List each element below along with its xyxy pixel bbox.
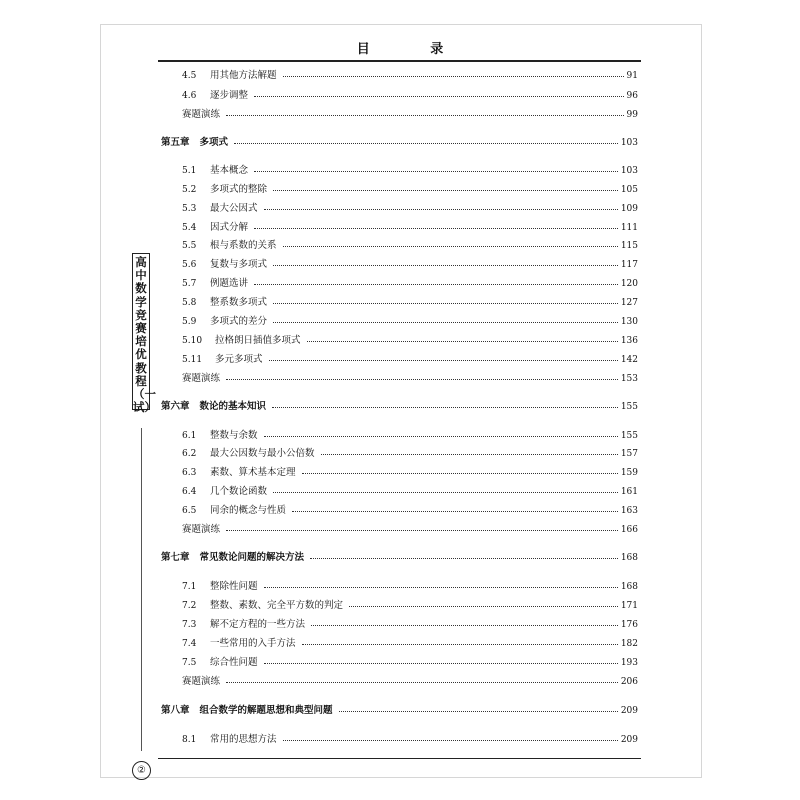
toc-title: 最大公因数与最小公倍数 — [210, 448, 315, 459]
toc-title: 整数与余数 — [210, 430, 258, 441]
toc-leader-dots — [321, 453, 618, 455]
toc-section — [182, 502, 638, 518]
toc-page-number: 166 — [620, 525, 638, 535]
toc-page-number: 168 — [620, 553, 638, 563]
toc-page-number: 159 — [620, 468, 638, 478]
toc-page-number: 153 — [620, 374, 638, 384]
toc-title: 常用的思想方法 — [210, 734, 277, 745]
toc-title: 常见数论问题的解决方法 — [199, 552, 305, 563]
toc-section — [182, 654, 638, 670]
toc-number: 7.1 — [182, 582, 197, 592]
toc-page-number: 206 — [620, 677, 638, 687]
toc-number: 4.6 — [182, 91, 197, 101]
toc-chapter — [161, 134, 638, 150]
toc-title: 素数、算术基本定理 — [210, 467, 296, 478]
toc-title: 一些常用的入手方法 — [210, 638, 296, 649]
toc-page-number: 209 — [620, 706, 638, 716]
toc-section — [182, 162, 638, 178]
toc-leader-dots — [226, 114, 624, 116]
toc-section — [182, 294, 638, 310]
toc-practice — [182, 521, 638, 537]
toc-leader-dots — [254, 283, 618, 285]
toc-title: 整除性问题 — [210, 581, 258, 592]
toc-section — [182, 200, 638, 216]
toc-leader-dots — [283, 75, 624, 77]
toc-title: 组合数学的解题思想和典型问题 — [199, 705, 333, 716]
toc-number: 5.9 — [182, 317, 197, 327]
toc-number: 7.2 — [182, 601, 197, 611]
toc-leader-dots — [310, 557, 618, 559]
toc-title: 最大公因式 — [210, 203, 258, 214]
toc-leader-dots — [283, 739, 618, 741]
toc-title: 拉格朗日插值多项式 — [215, 335, 301, 346]
toc-section — [182, 616, 638, 632]
toc-leader-dots — [302, 643, 618, 645]
toc-leader-dots — [264, 586, 618, 588]
toc-title: 整数、素数、完全平方数的判定 — [210, 600, 344, 611]
toc-title: 数论的基本知识 — [199, 401, 267, 412]
toc-number: 6.2 — [182, 449, 197, 459]
toc-leader-dots — [273, 491, 618, 493]
toc-number: 6.5 — [182, 506, 197, 516]
toc-leader-dots — [269, 359, 618, 361]
toc-leader-dots — [273, 321, 618, 323]
toc-page-number: 157 — [620, 449, 638, 459]
toc-number: 5.2 — [182, 185, 197, 195]
toc-title: 根与系数的关系 — [210, 240, 277, 251]
toc-section — [182, 313, 638, 329]
toc-section — [182, 87, 638, 103]
toc-page-number: 209 — [620, 735, 638, 745]
toc-leader-dots — [226, 378, 618, 380]
toc-number: 7.3 — [182, 620, 197, 630]
toc-title: 赛题演练 — [182, 524, 221, 535]
toc-leader-dots — [283, 245, 618, 247]
toc-leader-dots — [349, 605, 618, 607]
toc-number: 5.4 — [182, 223, 197, 233]
toc-page-number: 120 — [620, 279, 638, 289]
side-book-title: 高中数学竞赛培优教程（一试） — [133, 255, 156, 415]
toc-title: 多项式的差分 — [210, 316, 268, 327]
toc-chapter — [161, 702, 638, 718]
toc-section — [182, 483, 638, 499]
toc-title: 用其他方法解题 — [210, 70, 277, 81]
toc-number: 7.4 — [182, 639, 197, 649]
toc-page-number: 136 — [620, 336, 638, 346]
toc-page-number: 130 — [620, 317, 638, 327]
toc-leader-dots — [226, 681, 618, 683]
toc-page-number: 161 — [620, 487, 638, 497]
toc-section — [182, 597, 638, 613]
toc-page-number: 142 — [620, 355, 638, 365]
toc-page-number: 193 — [620, 658, 638, 668]
toc-title: 多项式 — [199, 137, 229, 148]
toc-number: 5.5 — [182, 241, 197, 251]
toc-section — [182, 351, 638, 367]
toc-number: 7.5 — [182, 658, 197, 668]
toc-number: 5.10 — [182, 336, 203, 346]
toc-page-number: 127 — [620, 298, 638, 308]
toc-leader-dots — [254, 227, 618, 229]
toc-page-number: 155 — [620, 402, 638, 412]
toc-chapter — [161, 398, 638, 414]
toc-page-number: 109 — [620, 204, 638, 214]
toc-number: 第八章 — [161, 705, 190, 716]
toc-title: 解不定方程的一些方法 — [210, 619, 306, 630]
toc-page-number: 91 — [626, 71, 638, 81]
toc-page-number: 168 — [620, 582, 638, 592]
toc-title: 综合性问题 — [210, 657, 258, 668]
toc-number: 第七章 — [161, 552, 190, 563]
toc-practice — [182, 370, 638, 386]
toc-leader-dots — [302, 472, 618, 474]
toc-leader-dots — [264, 662, 618, 664]
toc-leader-dots — [264, 208, 618, 210]
toc-title: 同余的概念与性质 — [210, 505, 287, 516]
toc-number: 6.4 — [182, 487, 197, 497]
toc-section — [182, 237, 638, 253]
toc-section — [182, 275, 638, 291]
toc-title: 整系数多项式 — [210, 297, 268, 308]
toc-title: 赛题演练 — [182, 676, 221, 687]
toc-page-number: 117 — [620, 260, 638, 270]
toc-title: 多元多项式 — [215, 354, 263, 365]
toc-leader-dots — [234, 142, 618, 144]
toc-number: 8.1 — [182, 735, 197, 745]
toc-number: 6.1 — [182, 431, 197, 441]
toc-title: 几个数论函数 — [210, 486, 268, 497]
toc-number: 4.5 — [182, 71, 197, 81]
toc-leader-dots — [273, 264, 618, 266]
toc-page-number: 176 — [620, 620, 638, 630]
page-title: 目 录 — [356, 42, 472, 57]
toc-leader-dots — [254, 95, 624, 97]
toc-section — [182, 332, 638, 348]
toc-page-number: 155 — [620, 431, 638, 441]
toc-number: 5.6 — [182, 260, 197, 270]
toc-leader-dots — [264, 435, 618, 437]
toc-title: 基本概念 — [210, 165, 249, 176]
toc-practice — [182, 106, 638, 122]
toc-section — [182, 256, 638, 272]
toc-leader-dots — [292, 510, 618, 512]
toc-practice — [182, 673, 638, 689]
toc-leader-dots — [273, 189, 618, 191]
toc-title: 赛题演练 — [182, 373, 221, 384]
toc-section — [182, 427, 638, 443]
toc-section — [182, 219, 638, 235]
toc-leader-dots — [339, 710, 618, 712]
toc-section — [182, 181, 638, 197]
toc-section — [182, 731, 638, 747]
toc-number: 5.1 — [182, 166, 197, 176]
toc-chapter — [161, 549, 638, 565]
toc-section — [182, 635, 638, 651]
toc-title: 逐步调整 — [210, 90, 249, 101]
toc-title: 多项式的整除 — [210, 184, 268, 195]
toc-number: 第六章 — [161, 401, 190, 412]
toc-page-number: 99 — [626, 110, 638, 120]
toc-page-number: 103 — [620, 166, 638, 176]
footer-rule — [158, 758, 641, 759]
toc-section — [182, 578, 638, 594]
toc-leader-dots — [311, 624, 618, 626]
page-number: ② — [132, 761, 151, 780]
toc-number: 5.11 — [182, 355, 203, 365]
toc-section — [182, 67, 638, 83]
toc-title: 例题选讲 — [210, 278, 249, 289]
toc-page-number: 96 — [626, 91, 638, 101]
toc-section — [182, 464, 638, 480]
toc-page-number: 163 — [620, 506, 638, 516]
toc-page-number: 105 — [620, 185, 638, 195]
toc-leader-dots — [254, 170, 618, 172]
toc-title: 复数与多项式 — [210, 259, 268, 270]
toc-number: 5.7 — [182, 279, 197, 289]
toc-page-number: 182 — [620, 639, 638, 649]
toc-page-number: 115 — [620, 241, 638, 251]
toc-title: 赛题演练 — [182, 109, 221, 120]
toc-number: 5.3 — [182, 204, 197, 214]
toc-number: 6.3 — [182, 468, 197, 478]
toc-page-number: 171 — [620, 601, 638, 611]
toc-page-number: 111 — [620, 223, 638, 233]
toc-page-number: 103 — [620, 138, 638, 148]
toc-number: 第五章 — [161, 137, 190, 148]
toc-leader-dots — [272, 406, 618, 408]
toc-leader-dots — [273, 302, 618, 304]
toc-leader-dots — [307, 340, 618, 342]
toc-leader-dots — [226, 529, 618, 531]
toc-section — [182, 445, 638, 461]
toc-number: 5.8 — [182, 298, 197, 308]
toc-title: 因式分解 — [210, 222, 249, 233]
